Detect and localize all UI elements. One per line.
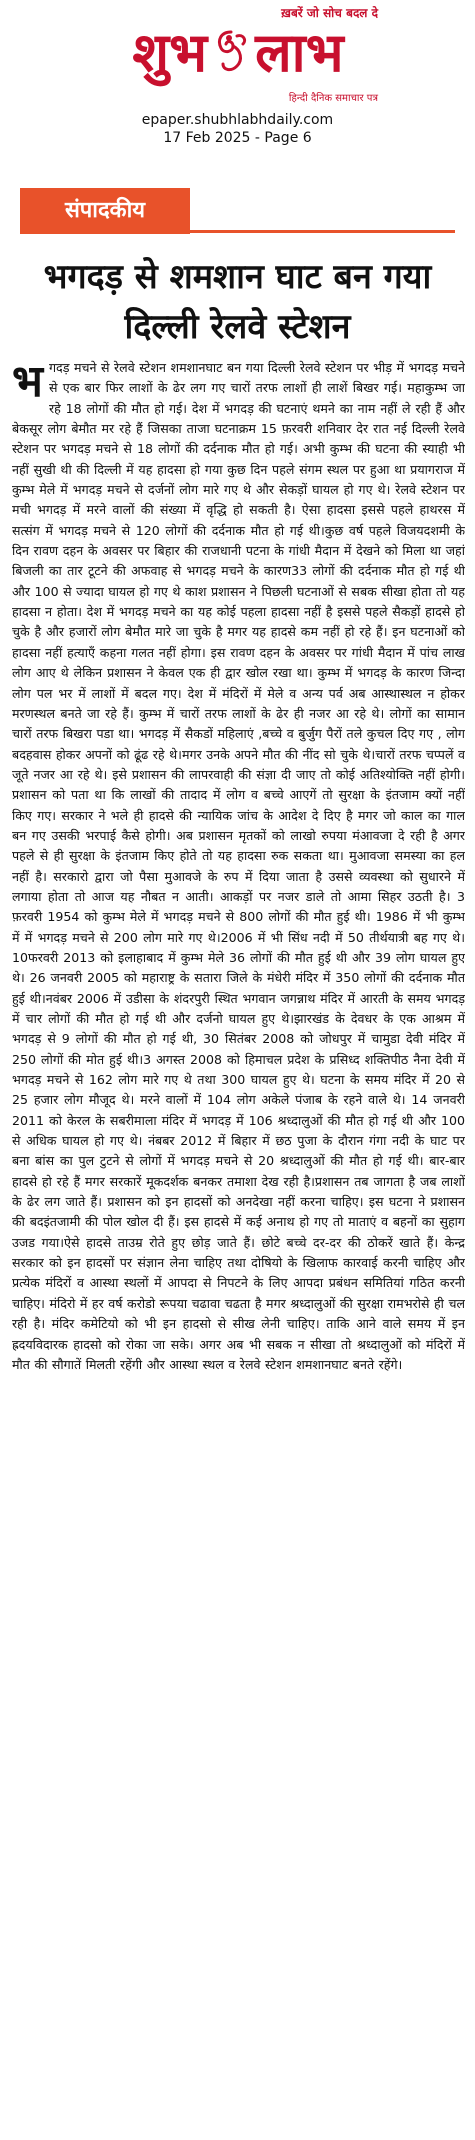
article-paragraph: गदड़ मचने से रेलवे स्टेशन शमशानघाट बन गया दिल्ली रेलवे स्टेशन पर भीड़ में भगदड़ मचने से एक बार फिर लाशों के ढेर लग गए चारों तरफ लाशों ही लाशें बिखर गई। महाकुम्भ जा रहे 18 लोगों की मौत हो गई। देश में भगदड़ की घटनाएं थमने का नाम नहीं ले रही हैं और बेकसूर लोग बेमौत मर रहे हैं जिसका ताजा घटनाक्रम 15 फ़रवरी शनिवार देर रात नई दिल्ली रेलवे स्टेशन पर भगदड़ मचने से 18 लोगों की दर्दनाक मौत हो गई। अभी कुम्भ की घटना की स्याही भी नहीं सुखी थी की दिल्ली में यह हादसा हो गया कुछ दिन पहले संगम स्थल पर हुआ था प्रयागराज में कुम्भ मेले में भगदड़ मचने से दर्जनों लोग मारे गए थे और सेकड़ों घायल हो गए थे। रेलवे स्टेशन पर मची भगदड़ में मरने वालों की संख्या में वृद्धि हो सकती है। ऐसा हादसा इससे पहले हाथरस में सत्संग में भगदड़ मचने से 120 लोगों की दर्दनाक मौत हो गई थी।कुछ वर्ष पहले विजयदशमी के दिन रावण दहन के अवसर पर बिहार की राजधानी पटना के गांधी मैदान में देखने को मिला था जहां बिजली का तार टूटने की अफवाह से भगदड़ मचने के कारण33 लोगों की दर्दनाक मौत हो गई थी और 100 से ज्यादा घायल हो गए थे काश प्रशासन ने पिछली घटनाओं से सबक सीखा होता तो यह हादसा न होता। देश में भगदड़ मचने का यह कोई पहला हादसा नहीं है इससे पहले सैकड़ों हादसे हो चुके है और हजारों लोग बेमौत मारे जा चुके है मगर यह हादसे कम नहीं हो रहे हैं। इन घटनाओं को हादसा नहीं हत्याएँ कहना गलत नहीं होगा। इस रावण दहन के अवसर पर गांधी मैदान में पांच लाख लोग आए थे लेकिन प्रशासन ने केवल एक ही द्वार खोल रखा था। कुम्भ में भगदड़ के कारण जिन्दा लोग पल भर में लाशों में बदल गए। देश में मंदिरों में मेले व अन्य पर्व अब आस्थास्थल न होकर मरणस्थल बनते जा रहे हैं। कुम्भ में चारों तरफ लाशों के ढेर ही नजर आ रहे थे। लोगों का सामान चारों तरफ बिखरा पडा था। भगदड़ में सैकडों महिलाएं ,बच्चे व बुर्जुग पैरों तले कुचल दिए गए , लोग बदहवास होकर अपनों को ढूंढ रहे थे।मगर उनके अपने मौत की नींद सो चुके थे।चारों तरफ चप्पलें व जूते नजर आ रहे थे। इसे प्रशासन की लापरवाही की संज्ञा दी जाए तो कोई अतिश्योक्ति नहीं होगी। प्रशासन को पता था कि लाखों की तादाद में लोग व बच्चे आएगें तो सुरक्षा के इंतजाम क्यों नहीं किए गए। सरकार ने भले ही हादसे की न्यायिक जांच के आदेश दे दिए है मगर जो काल का गाल बन गए उसकी भरपाई कैसे होगी। अब प्रशासन मृतकों को लाखो रुपया मंआवजा दे रही है अगर पहले से ही सुरक्षा के इंतजाम किए होते तो यह हादसा रुक सकता था। मुआवजा समस्या का हल नहीं है। सरकारो द्वारा जो पैसा मुआवजे के रुप में दिया जाता है उससे व्यवस्था को सुधारने में लगाया होता तो आज यह नौबत न आती। आकड़ों पर नजर डाले तो आमा सिहर उठती है। 3 फ़रवरी 1954 को कुम्भ मेले में भगदड़ मचने से 800 लोगों की मौत हुई थी। 1986 में भी कुम्भ में में भगदड़ मचने से 200 लोग मारे गए थे।2006 में भी सिंध नदी में 50 तीर्थयात्री बह गए थे। 10फरवरी 2013 को इलाहाबाद में कुम्भ मेले 36 लोगों की मौत हुई थी और 39 लोग घायल हुए थे। 26 जनवरी 2005 को महाराष्ट्र के सतारा जिले के मंधेरी मंदिर में 350 लोगों की दर्दनाक मौत हुई थी।नवंबर 2006 में उडीसा के शंदरपुरी स्थित भगवान जगन्नाथ मंदिर में आरती के समय भगदड़ में चार लोगों की मौत हो गई थी और दर्जनो घायल हुए थे।झारखंड के देवधर के एक आश्रम में भगदड़ से 9 लोगों की मौत हो गई थी, 30 सितंबर 2008 को जोधपुर में चामुडा देवी मंदिर में 250 लोगों की मोत हुई थी।3 अगस्त 2008 को हिमाचल प्रदेश के प्रसिध्द शक्तिपीठ नैना देवी में भगदड़ मचने से 162 लोग मारे गए थे तथा 300 घायल हुए थे। घटना के समय मंदिर में 20 से 25 हजार लोग मौजूद थे। मरने वालों में 104 लोग अकेले पंजाब के रहने वाले थे। 14 जनवरी 2011 को केरल के सबरीमाला मंदिर में भगदड़ में 106 श्रध्दालुओं की मौत हो गई थी और 100 से अधिक घायल हो गए थे। नंबबर 2012 में बिहार में छठ पुजा के दौरान गंगा नदी के घाट पर बना बांस का पुल टुटने से लोगों में भगदड़ मचने से 20 श्रध्दालुओं की मौत हो गई थी। बार-बार हादसे हो रहे हैं मगर सरकारें मूकदर्शक बनकर तमाशा देख रही है।प्रशासन तब जागता है जब लाशों के ढेर लग जाते हैं। प्रशासन को इन हादसों को अनदेखा नहीं करना चाहिए। इस घटना ने प्रशासन की बदइंतजामी की पोल खोल दी हैं। इस हादसे में कई अनाथ हो गए तो माताएं व बहनों का सुहाग उजड गया।ऐसे हादसे ताउम्र रोते हुए छोड़ जाते हैं। छोटे बच्चे दर-दर की ठोकरें खाते हैं। केन्द्र सरकार को इन हादसों पर संज्ञान लेना चाहिए तथा दोषियो के खिलाफ कारवाई करनी चाहिए और प्रत्येक मंदिरों व आस्था स्थलों में आपदा से निपटने के लिए आपदा प्रबंधन समितियां गठित करनी चाहिए। मंदिरो में हर वर्ष करोडो रूपया चढावा चढता है मगर श्रध्दालुओं की सुरक्षा रामभरोसे ही चल रही है। मंदिर कमेटियो को भी इन हादसो से सीख लेनी चाहिए। ताकि आने वाले समय में इन ह्रदयविदारक हादसो को रोका जा सके। अगर अब भी सबक न सीखा तो श्रध्दालुओं को मंदिरों में मौत की सौगातें मिलती रहेंगी और आस्था स्थल व रेलवे स्टेशन शमशानघाट बनते रहेंगे। bbox=[12, 360, 465, 1372]
newspaper-logo bbox=[96, 20, 380, 84]
epaper-url[interactable]: epaper.shubhlabhdaily.com bbox=[141, 112, 334, 128]
article-text bbox=[12, 358, 465, 1375]
masthead-subtitle: हिन्दी दैनिक समाचार पत्र bbox=[288, 93, 378, 104]
article-headline: भगदड़ से शमशान घाट बन गया दिल्ली रेलवे स्टेशन bbox=[43, 257, 432, 347]
edition-date-page: 17 Feb 2025 - Page 6 bbox=[163, 130, 312, 146]
ganesha-icon bbox=[211, 26, 251, 78]
section-label: संपादकीय bbox=[20, 188, 190, 234]
masthead bbox=[88, 0, 388, 106]
drop-cap: भ bbox=[12, 358, 43, 407]
article-body bbox=[12, 358, 465, 2128]
section-divider bbox=[190, 230, 455, 233]
logo-word-right: लाभ bbox=[255, 20, 344, 84]
masthead-tagline: ख़बरें जो सोच बदल दे bbox=[281, 6, 378, 20]
logo-word-left: शुभ bbox=[132, 20, 208, 84]
